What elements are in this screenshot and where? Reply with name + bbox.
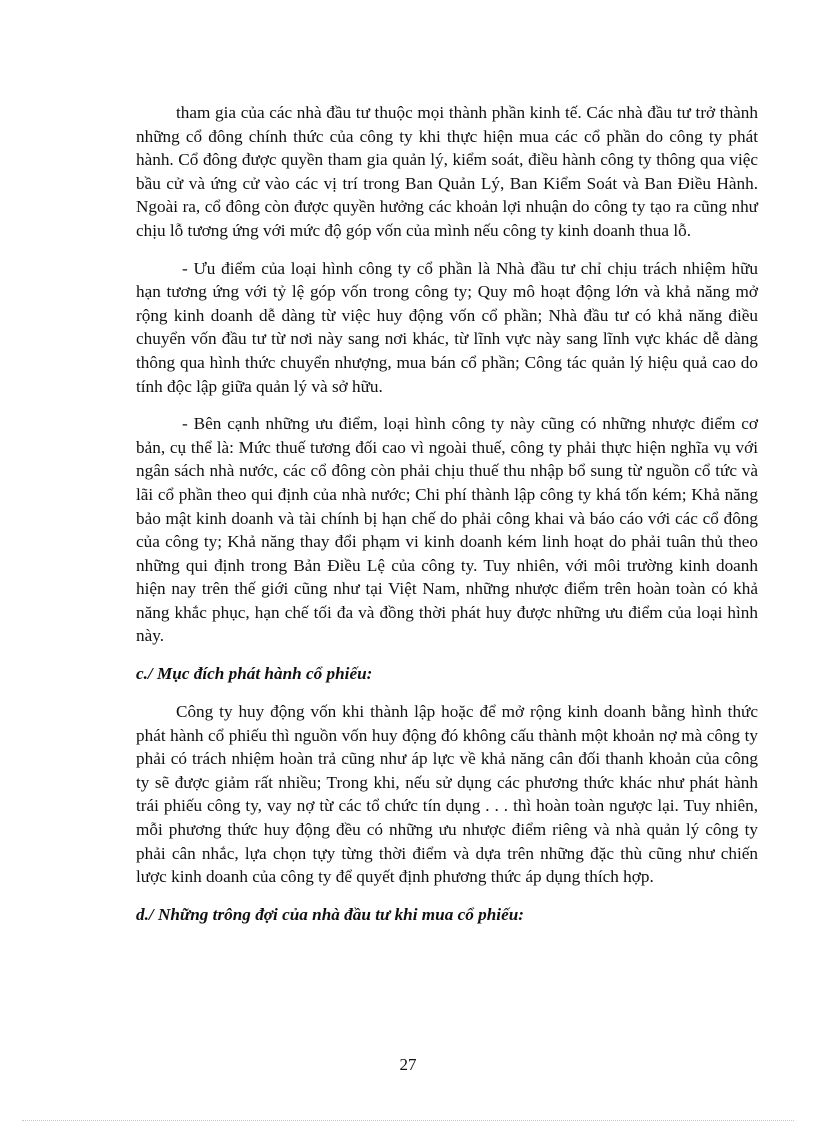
paragraph-spacer [136,648,758,662]
page-bottom-divider [22,1120,794,1121]
paragraph-spacer [136,243,758,257]
paragraph-spacer [136,398,758,412]
paragraph-shareholder-rights: tham gia của các nhà đầu tư thuộc mọi thành phần kinh tế. Các nhà đầu tư trở thành những cổ đông chính thức của công ty khi thực hiện mua các cổ phần do công ty phát hành. Cổ đông được quyền tham gia quản lý, kiểm soát, điều hành công ty thông qua việc bầu cử và ứng cử vào các vị trí trong Ban Quản Lý, Ban Kiểm Soát và Ban Điều Hành. Ngoài ra, cổ đông còn được quyền hưởng các khoản lợi nhuận do công ty tạo ra cũng như chịu lỗ tương ứng với mức độ góp vốn của mình nếu công ty kinh doanh thua lỗ. [136,103,758,240]
paragraph-spacer [136,686,758,700]
section-heading-investor-expectations: d./ Những trông đợi của nhà đầu tư khi mua cổ phiếu: [136,904,524,924]
paragraph-advantages: - Ưu điểm của loại hình công ty cổ phần là Nhà đầu tư chỉ chịu trách nhiệm hữu hạn tương ứng với tỷ lệ góp vốn trong công ty; Quy mô hoạt động lớn và khả năng mở rộng kinh doanh dễ dàng từ việc huy động vốn cổ phần; Nhà đầu tư có khả năng điều chuyển vốn đầu tư từ nơi này sang nơi khác, từ lĩnh vực này sang lĩnh vực khác dễ dàng thông qua hình thức chuyển nhượng, mua bán cổ phần; Công tác quản lý hiệu quả cao do tính độc lập giữa quản lý và sở hữu. [136,258,758,396]
page-body [136,101,758,927]
paragraph-spacer [136,889,758,903]
paragraph-issuance-purpose: Công ty huy động vốn khi thành lập hoặc để mở rộng kinh doanh bằng hình thức phát hành cổ phiếu thì nguồn vốn huy động đó không cấu thành một khoản nợ mà công ty phải có trách nhiệm hoàn trả cũng như áp lực về khả năng cân đối thanh khoản của công ty sẽ được giảm rất nhiều; Trong khi, nếu sử dụng các phương thức khác như phát hành trái phiếu công ty, vay nợ từ các tổ chức tín dụng . . . thì hoàn toàn ngược lại. Tuy nhiên, mỗi phương thức huy động đều có những ưu nhược điểm riêng và nhà quản lý công ty phải cân nhắc, lựa chọn tựy từng thời điểm và dựa trên những đặc thù cũng như chiến lược kinh doanh của công ty để quyết định phương thức áp dụng thích hợp. [136,702,758,887]
page-number: 27 [399,1055,417,1074]
paragraph-disadvantages: - Bên cạnh những ưu điểm, loại hình công ty này cũng có những nhược điểm cơ bản, cụ thể là: Mức thuế tương đối cao vì ngoài thuế, công ty phải thực hiện nghĩa vụ với ngân sách nhà nước, các cổ đông còn phải chịu thuế thu nhập bổ sung từ nguồn cổ tức và lãi cổ phần theo qui định của nhà nước; Chi phí thành lập công ty khá tốn kém; Khả năng bảo mật kinh doanh và tài chính bị hạn chế do phải công khai và báo cáo với các cổ đông của công ty; Khả năng thay đổi phạm vi kinh doanh kém linh hoạt do phải tuân thủ theo những qui định trong Bản Điều Lệ của công ty. Tuy nhiên, với môi trường kinh doanh hiện nay trên thế giới cũng như tại Việt Nam, những nhược điểm trên hoàn toàn có khả năng khắc phục, hạn chế tối đa và đồng thời phát huy được những ưu điểm của loại hình này. [136,414,758,646]
section-heading-purpose: c./ Mục đích phát hành cổ phiếu: [136,664,373,684]
